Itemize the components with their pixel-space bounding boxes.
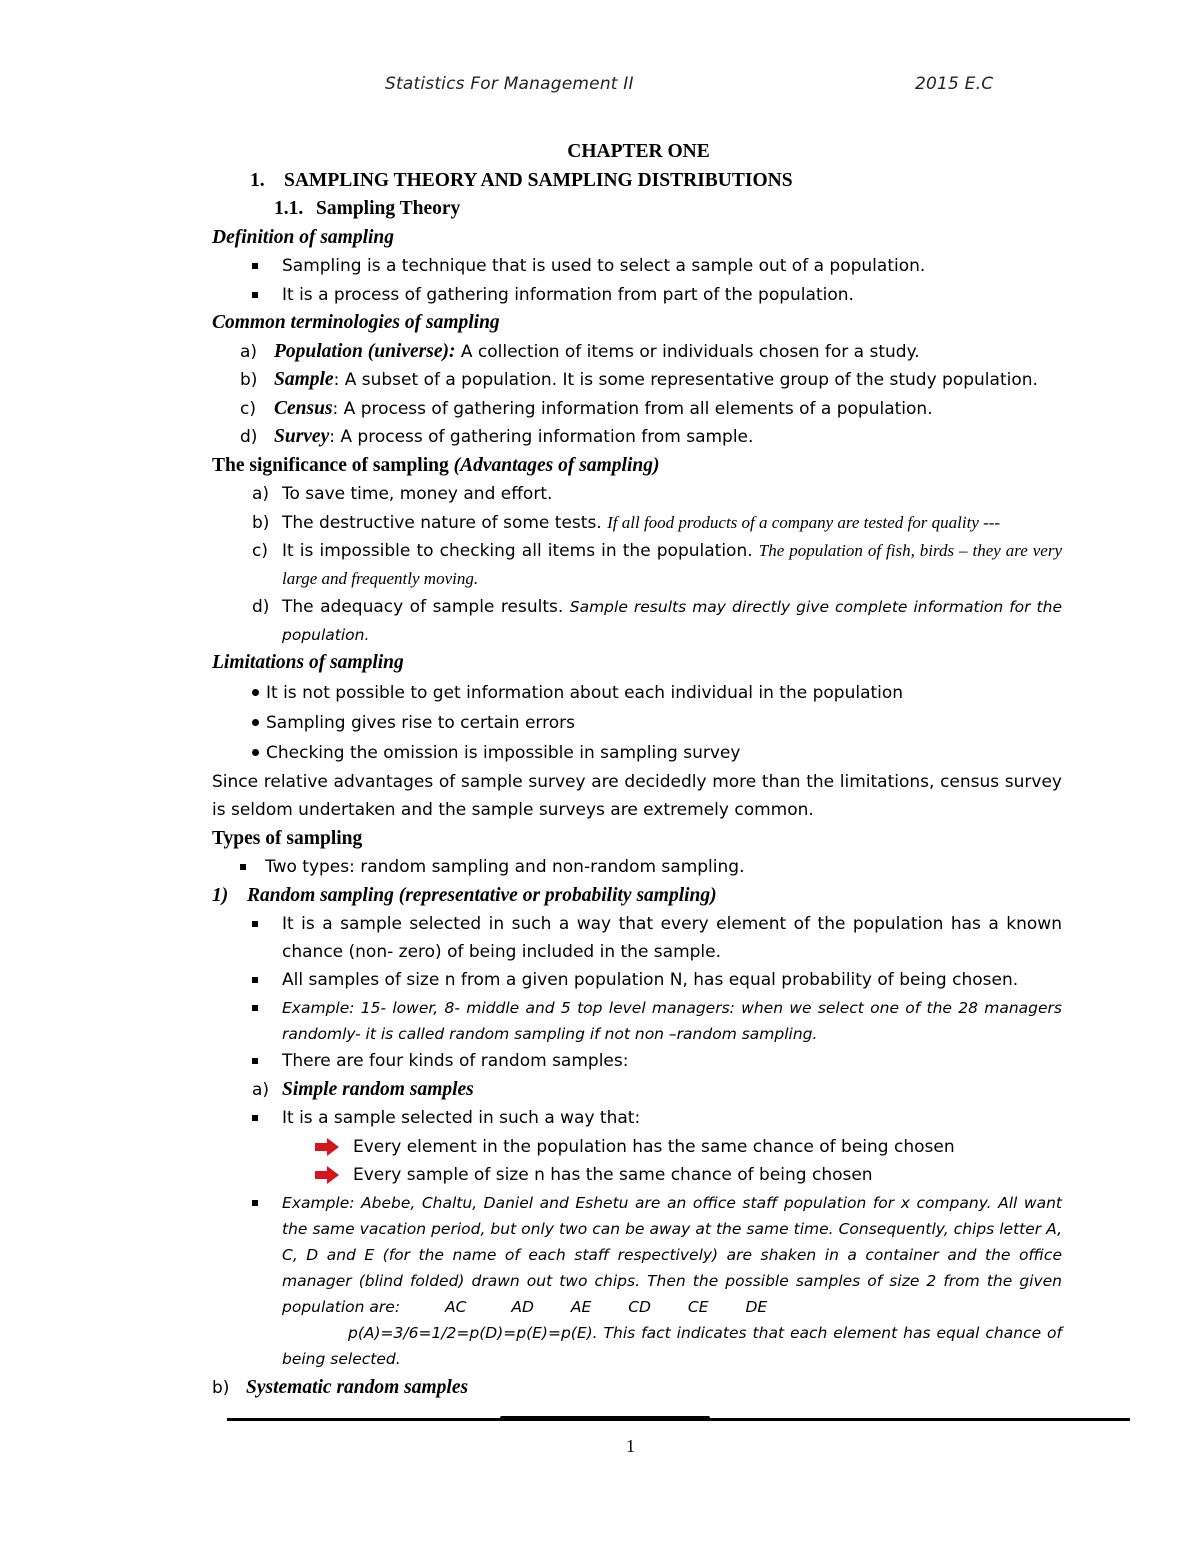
heading-number: 1) — [212, 884, 229, 906]
example-text: Example: Abebe, Chaltu, Daniel and Eshetu are an office staff population for x company. All want the same vacation period, but only two can be away at the same time. Consequently, chips letter A, C, D and E (for the name of each staff respectively) are shaken in a container and the office manager (blind folded) drawn out two chips. Then the possible samples of size 2 from the given population are: — [282, 1193, 1062, 1316]
definition-bullet — [212, 281, 1062, 310]
page-number: 1 — [626, 1436, 635, 1456]
header-year: 2015 E.C — [915, 74, 994, 94]
square-bullet-icon — [252, 1115, 258, 1121]
term: Survey — [274, 426, 330, 447]
item-marker: d) — [240, 427, 258, 447]
sample-pair: CD — [628, 1297, 651, 1316]
item-note: If all food products of a company are tested for quality --- — [607, 512, 1001, 532]
simple-example — [212, 1190, 1062, 1372]
terminology-item — [212, 423, 1062, 452]
item-marker: a) — [240, 341, 258, 362]
arrow-right-icon — [315, 1138, 339, 1156]
bullet-text: It is a sample selected in such a way that: — [282, 1108, 641, 1128]
square-bullet-icon — [252, 977, 258, 983]
item-marker: d) — [252, 597, 270, 617]
subsection-number: 1.1. — [274, 198, 304, 219]
terminology-heading: Common terminologies of sampling — [212, 312, 500, 333]
square-bullet-icon — [252, 1005, 258, 1011]
square-bullet-icon — [252, 921, 258, 927]
term-definition: : A process of gathering information from all elements of a population. — [332, 398, 933, 419]
example-block — [282, 1190, 1062, 1372]
footer-rule-accent — [500, 1416, 710, 1421]
section-title: SAMPLING THEORY AND SAMPLING DISTRIBUTIONS — [284, 169, 793, 191]
bullet-text: Sampling is a technique that is used to select a sample out of a population. — [282, 256, 926, 276]
sample-pair: AC — [444, 1297, 467, 1316]
sample-pair: DE — [745, 1297, 768, 1316]
types-heading: Types of sampling — [212, 827, 363, 849]
round-bullet-icon — [252, 689, 259, 696]
random-bullet — [212, 966, 1062, 995]
round-bullet-icon — [252, 749, 259, 756]
bullet-text: It is a sample selected in such a way that every element of the population has a known chance (non- zero) of being included in the sample. — [282, 914, 1062, 962]
term: Census — [274, 397, 333, 419]
bullet-text: Checking the omission is impossible in sampling survey — [266, 742, 741, 763]
arrow-item-text: Every sample of size n has the same chance of being chosen — [353, 1165, 873, 1185]
limitation-bullet — [212, 738, 1062, 768]
square-bullet-icon — [240, 864, 246, 870]
arrow-right-icon — [315, 1166, 339, 1184]
systematic-heading — [212, 1374, 1062, 1403]
random-bullet — [212, 910, 1062, 966]
header-title: Statistics For Management II — [385, 74, 634, 94]
item-text: It is impossible to checking all items in the population. — [282, 541, 759, 561]
item-note: Sample results may directly give complete information for the population. — [282, 598, 1062, 644]
item-marker: c) — [252, 541, 268, 561]
limitation-bullet — [212, 678, 1062, 708]
significance-item — [212, 537, 1062, 593]
section-heading — [212, 167, 1062, 196]
square-bullet-icon — [252, 1058, 258, 1064]
arrow-item — [212, 1133, 1062, 1162]
sample-pair: CE — [687, 1297, 709, 1316]
terminology-item — [212, 366, 1062, 395]
definition-bullet — [212, 252, 1062, 281]
item-marker: b) — [212, 1377, 230, 1398]
term-definition: : A process of gathering information from sample. — [329, 427, 754, 447]
document-body — [212, 138, 1062, 1402]
bullet-text: Two types: random sampling and non-random sampling. — [265, 857, 745, 877]
heading-text: Random sampling (representative or probability sampling) — [247, 884, 717, 906]
item-marker: a) — [252, 484, 270, 504]
arrow-item-text: Every element in the population has the same chance of being chosen — [353, 1136, 955, 1157]
limitations-summary: Since relative advantages of sample survey are decidedly more than the limitations, census survey is seldom undertaken and the sample surveys are extremely common. — [212, 771, 1062, 820]
bullet-text: All samples of size n from a given population N, has equal probability of being chosen. — [282, 970, 1019, 990]
term: Sample — [274, 369, 334, 390]
item-text: The adequacy of sample results. — [282, 597, 570, 617]
sample-pair: AE — [570, 1297, 592, 1316]
probability-text: p(A)=3/6=1/2=p(D)=p(E)=p(E). This fact indicates that each element has equal chance of being selected. — [282, 1323, 1062, 1368]
item-marker: b) — [240, 370, 258, 390]
term-definition: : A subset of a population. It is some representative group of the study population. — [333, 370, 1038, 390]
heading-text: Systematic random samples — [246, 1376, 469, 1398]
bullet-text: It is not possible to get information about each individual in the population — [266, 682, 904, 703]
random-sampling-heading — [212, 882, 1062, 911]
item-text: To save time, money and effort. — [282, 484, 553, 504]
item-marker: a) — [252, 1079, 270, 1100]
square-bullet-icon — [252, 292, 258, 298]
sample-pair: AD — [511, 1297, 534, 1316]
item-text: The destructive nature of some tests. — [282, 512, 608, 533]
chapter-title: CHAPTER ONE — [567, 141, 710, 162]
item-marker: c) — [240, 398, 256, 419]
significance-item — [212, 593, 1062, 649]
arrow-item — [212, 1161, 1062, 1190]
bullet-text: Sampling gives rise to certain errors — [266, 712, 575, 733]
term-definition: A collection of items or individuals chosen for a study. — [455, 341, 920, 362]
limitations-heading: Limitations of sampling — [212, 652, 404, 673]
significance-item — [212, 480, 1062, 509]
square-bullet-icon — [252, 1200, 258, 1206]
example-text: Example: 15- lower, 8- middle and 5 top level managers: when we select one of the 28 managers randomly- it is called random sampling if not non –random sampling. — [282, 999, 1062, 1043]
subsection-title: Sampling Theory — [316, 198, 461, 219]
subsection-heading — [212, 195, 1062, 224]
limitation-bullet — [212, 708, 1062, 738]
random-example — [212, 995, 1062, 1047]
item-note: The population of fish, birds – they are very large and frequently moving. — [282, 541, 1063, 588]
square-bullet-icon — [252, 263, 258, 269]
definition-heading: Definition of sampling — [212, 226, 395, 248]
significance-heading: The significance of sampling (Advantages of sampling) — [212, 454, 660, 476]
bullet-text: It is a process of gathering information from part of the population. — [282, 284, 854, 305]
bullet-text: There are four kinds of random samples: — [282, 1051, 629, 1071]
heading-text: Simple random samples — [282, 1078, 474, 1100]
round-bullet-icon — [252, 719, 259, 726]
term: Population (universe): — [274, 340, 456, 362]
section-number: 1. — [250, 169, 265, 191]
random-bullet — [212, 1047, 1062, 1076]
significance-item — [212, 509, 1062, 538]
terminology-item — [212, 338, 1062, 367]
types-bullet — [212, 853, 1062, 882]
simple-random-heading — [212, 1076, 1062, 1105]
terminology-item — [212, 395, 1062, 424]
simple-bullet — [212, 1104, 1062, 1133]
item-marker: b) — [252, 512, 270, 533]
